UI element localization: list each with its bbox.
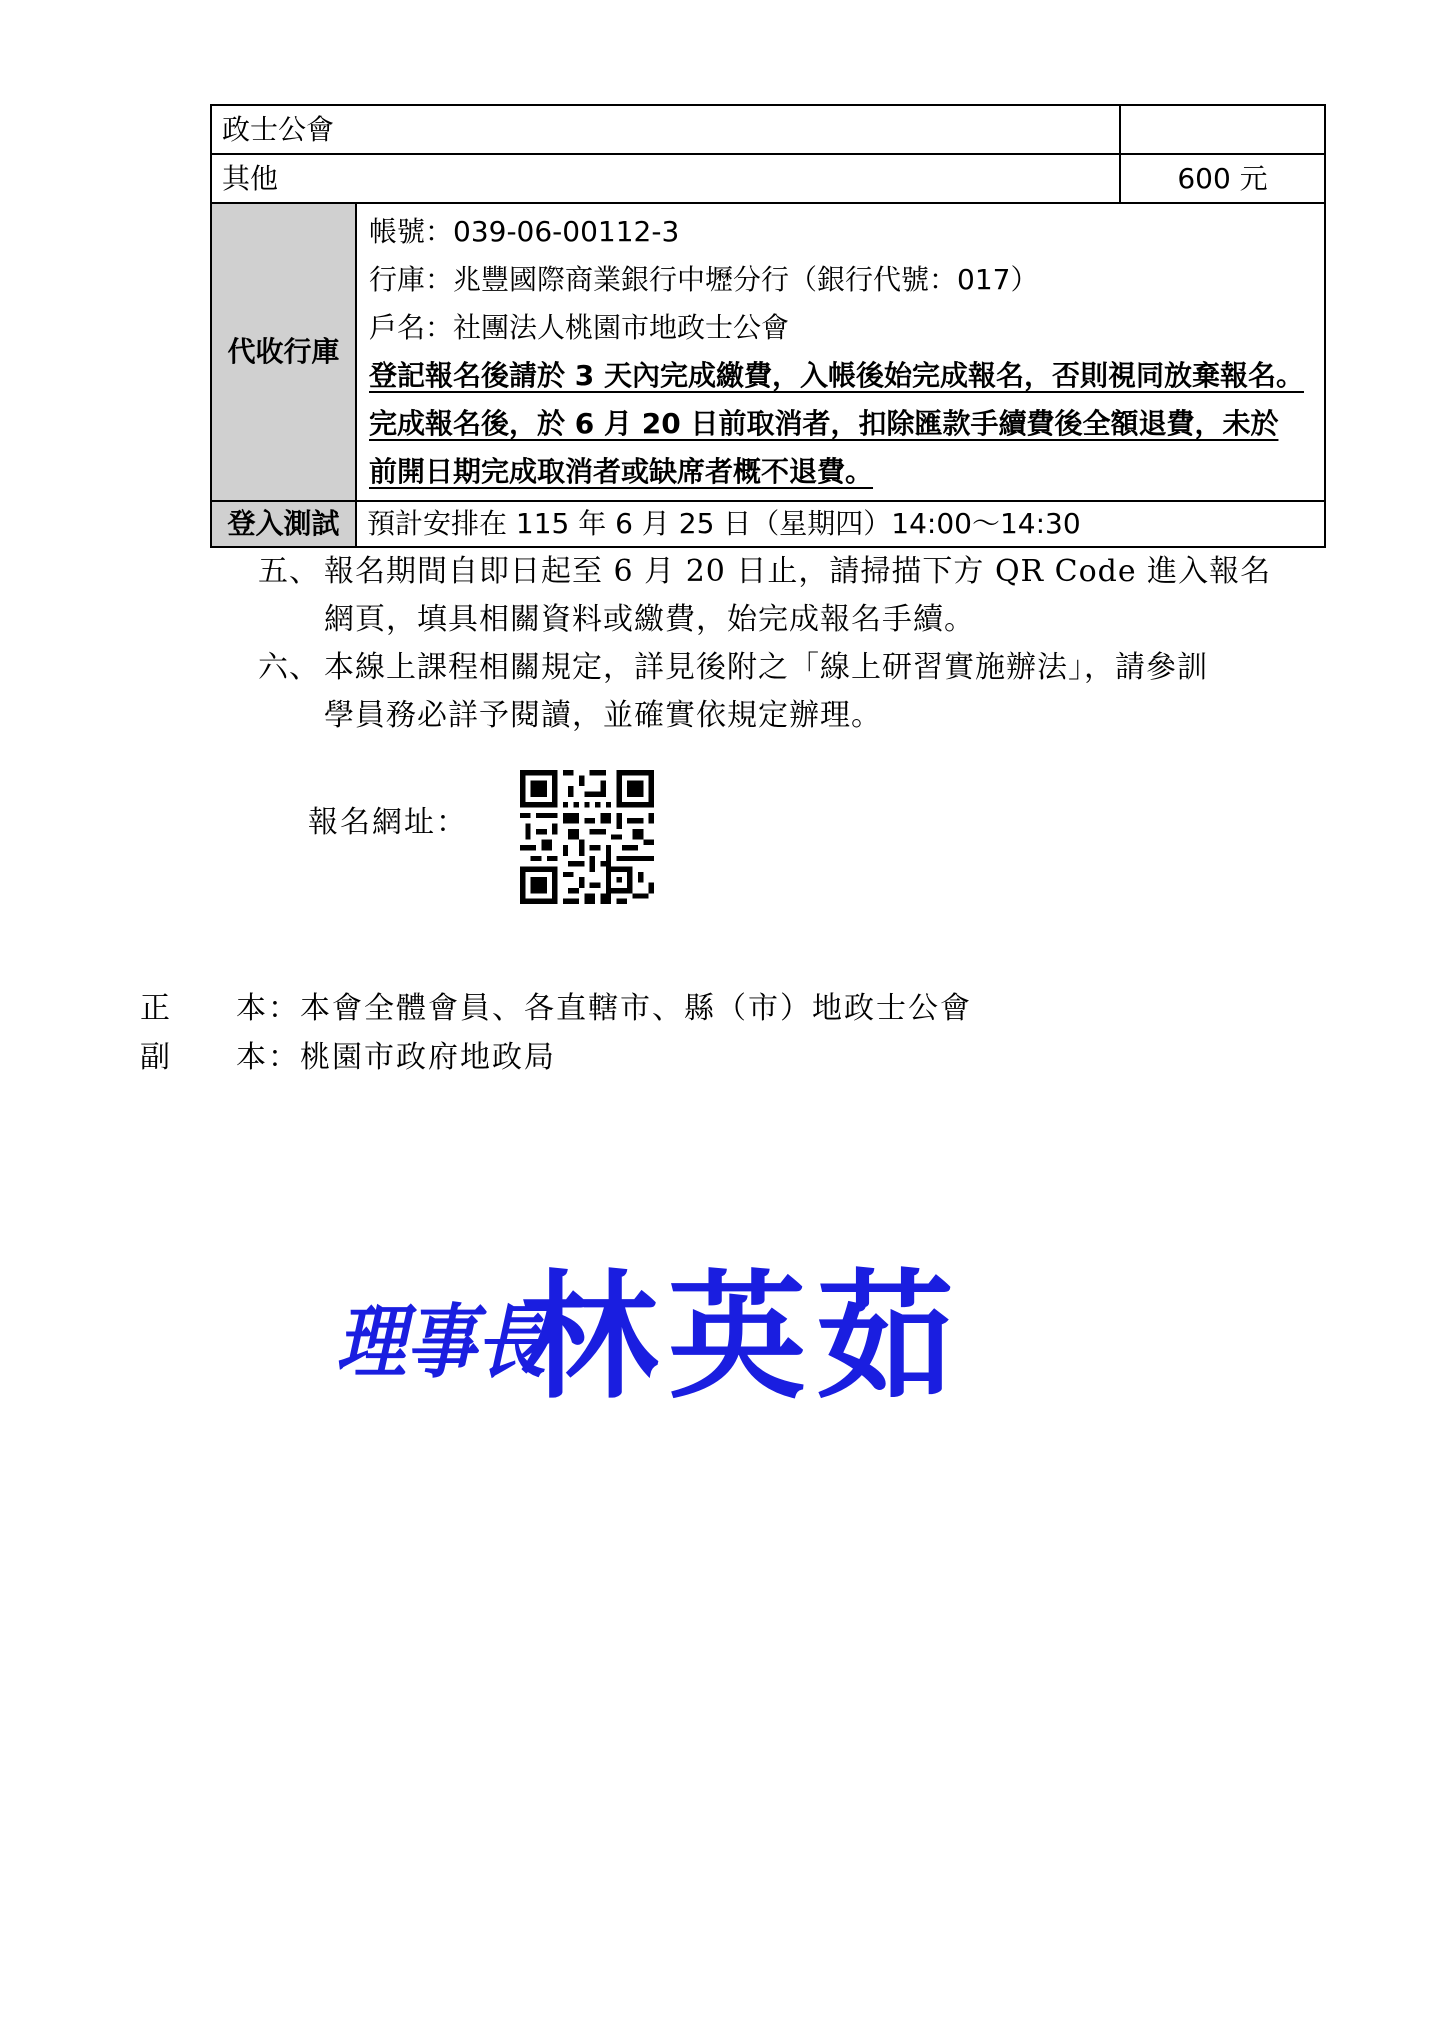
distribution-copy-value: 桃園市政府地政局 [300, 1040, 556, 1075]
bank-label: 代收行庫 [211, 203, 356, 501]
refund-notice-cont: 前開日期完成取消者或缺席者概不退費。 [369, 455, 874, 488]
fee-table [210, 104, 1326, 548]
fee-amount-other: 600 元 [1120, 154, 1325, 203]
svg-text:林英茹: 林英茹 [520, 1255, 965, 1418]
paragraph-5-line2: 網頁，填具相關資料或繳費，始完成報名手續。 [324, 602, 975, 637]
bank-row [211, 203, 1325, 501]
paragraph-5-line1: 報名期間自即日起至 6 月 20 日止，請掃描下方 QR Code 進入報名 [324, 554, 1272, 589]
paragraph-6-line2: 學員務必詳予閱讀，並確實依規定辦理。 [324, 698, 882, 733]
refund-notice: 完成報名後，於 6 月 20 日前取消者，扣除匯款手續費後全額退費，未於 [369, 407, 1279, 440]
distribution-primary-key: 正 本： [140, 991, 300, 1026]
fee-label-union: 政士公會 [211, 105, 1120, 154]
paragraph-6 [258, 644, 1318, 740]
bank-account: 帳號：039-06-00112-3 [369, 215, 680, 248]
bank-holder: 戶名：社團法人桃園市地政士公會 [369, 311, 790, 344]
login-test-label: 登入測試 [211, 501, 356, 547]
distribution-copy [140, 1032, 556, 1076]
fee-row-other [211, 154, 1325, 203]
distribution-primary-value: 本會全體會員、各直轄市、縣（市）地政士公會 [300, 991, 972, 1026]
distribution-copy-key: 副 本： [140, 1040, 300, 1075]
paragraph-5 [258, 548, 1318, 644]
paragraph-5-number: 五、 [258, 554, 320, 589]
svg-text:理事長: 理事長 [336, 1294, 546, 1390]
distribution-primary [140, 983, 972, 1027]
paragraph-6-number: 六、 [258, 650, 320, 685]
bank-branch: 行庫：兆豐國際商業銀行中壢分行（銀行代號：017） [369, 263, 1039, 296]
payment-notice: 登記報名後請於 3 天內完成繳費，入帳後始完成報名，否則視同放棄報名。 [369, 359, 1304, 392]
bank-details [356, 203, 1325, 501]
fee-row-union [211, 105, 1325, 154]
login-test-row [211, 501, 1325, 547]
login-test-value: 預計安排在 115 年 6 月 25 日（星期四）14:00～14:30 [356, 501, 1325, 547]
chairperson-signature-stamp [330, 1240, 1010, 1420]
paragraph-6-line1: 本線上課程相關規定，詳見後附之「線上研習實施辦法」，請參訓 [324, 650, 1208, 685]
registration-url-label: 報名網址： [308, 805, 468, 840]
fee-label-other: 其他 [211, 154, 1120, 203]
qr-code-icon[interactable] [520, 770, 654, 904]
fee-amount-union [1120, 105, 1325, 154]
